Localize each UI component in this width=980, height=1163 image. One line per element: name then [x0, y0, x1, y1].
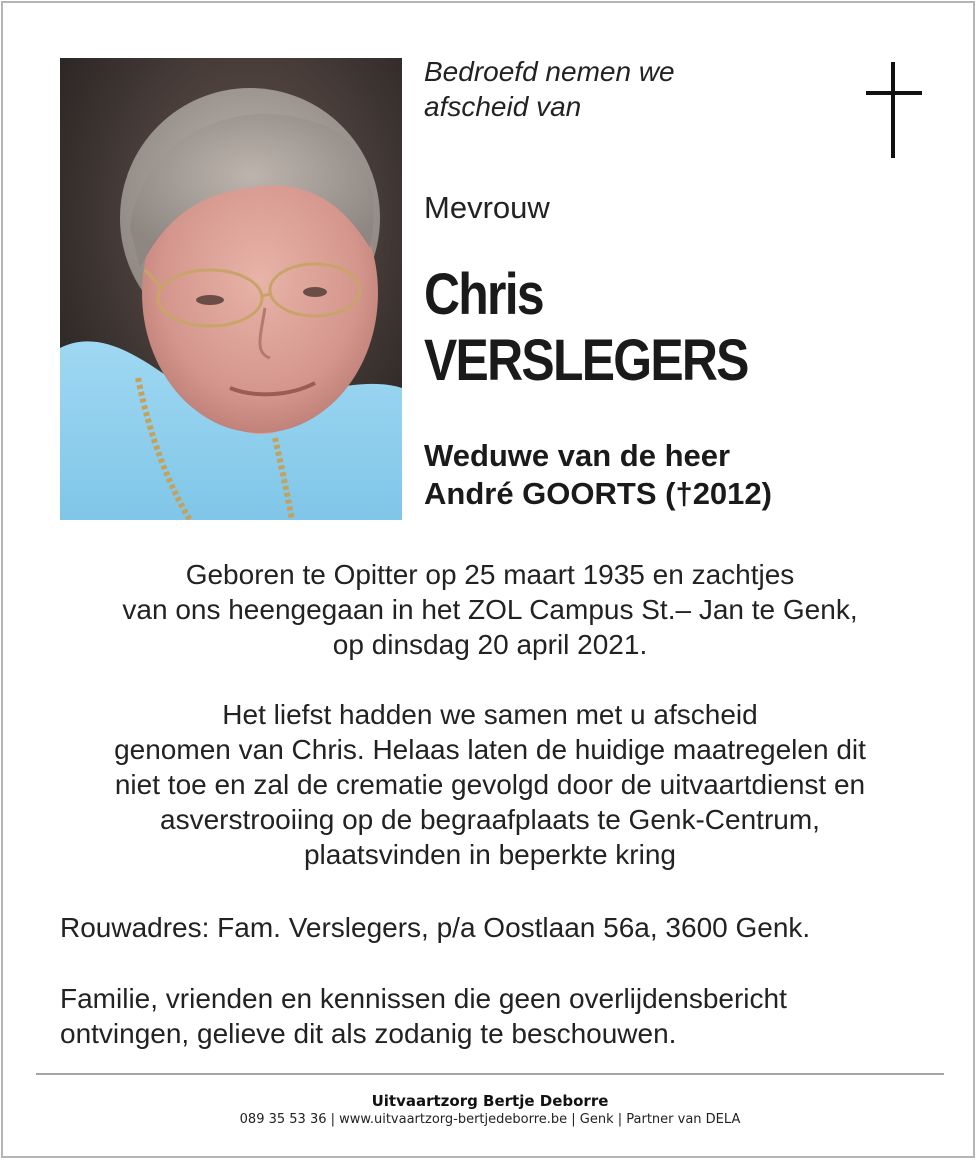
paragraph-line: asverstrooiing op de begraafplaats te Genk-Centrum,	[160, 804, 820, 835]
funeral-home-name: Uitvaartzorg Bertje Deborre	[371, 1092, 609, 1110]
paragraph-line: Het liefst hadden we samen met u afscheid	[222, 699, 758, 730]
honorific-title: Mevrouw	[424, 190, 550, 225]
spouse-line: André GOORTS (†2012)	[424, 476, 772, 511]
spouse-text	[424, 437, 772, 513]
paragraph-line: plaatsvinden in beperkte kring	[303, 839, 676, 870]
spouse-line: Weduwe van de heer	[424, 438, 731, 473]
paragraph-line: Familie, vrienden en kennissen die geen overlijdensbericht	[60, 983, 787, 1014]
intro-text	[424, 54, 675, 124]
notice-paragraph	[60, 981, 940, 1051]
paragraph-line: Geboren te Opitter op 25 maart 1935 en zachtjes	[185, 559, 795, 590]
paragraph-line: op dinsdag 20 april 2021.	[332, 629, 648, 660]
paragraph-line: niet toe en zal de crematie gevolgd door de uitvaartdienst en	[114, 769, 866, 800]
intro-line: Bedroefd nemen we	[424, 56, 675, 87]
cross-icon	[866, 62, 922, 158]
funeral-home-info: 089 35 53 36 | www.uitvaartzorg-bertjedeborre.be | Genk | Partner van DELA	[239, 1112, 741, 1127]
divider	[36, 1073, 944, 1075]
paragraph-line: van ons heengegaan in het ZOL Campus St.– Jan te Genk,	[122, 594, 858, 625]
mourning-address: Rouwadres: Fam. Verslegers, p/a Oostlaan 56a, 3600 Genk.	[60, 912, 811, 943]
portrait-photo	[60, 58, 402, 520]
deceased-name	[424, 262, 748, 394]
birth-death-paragraph	[40, 557, 940, 662]
farewell-paragraph	[40, 697, 940, 872]
intro-line: afscheid van	[424, 91, 582, 122]
last-name: VERSLEGERS	[424, 328, 748, 393]
paragraph-line: genomen van Chris. Helaas laten de huidige maatregelen dit	[114, 734, 866, 765]
paragraph-line: ontvingen, gelieve dit als zodanig te beschouwen.	[60, 1018, 677, 1049]
first-name: Chris	[424, 262, 543, 327]
